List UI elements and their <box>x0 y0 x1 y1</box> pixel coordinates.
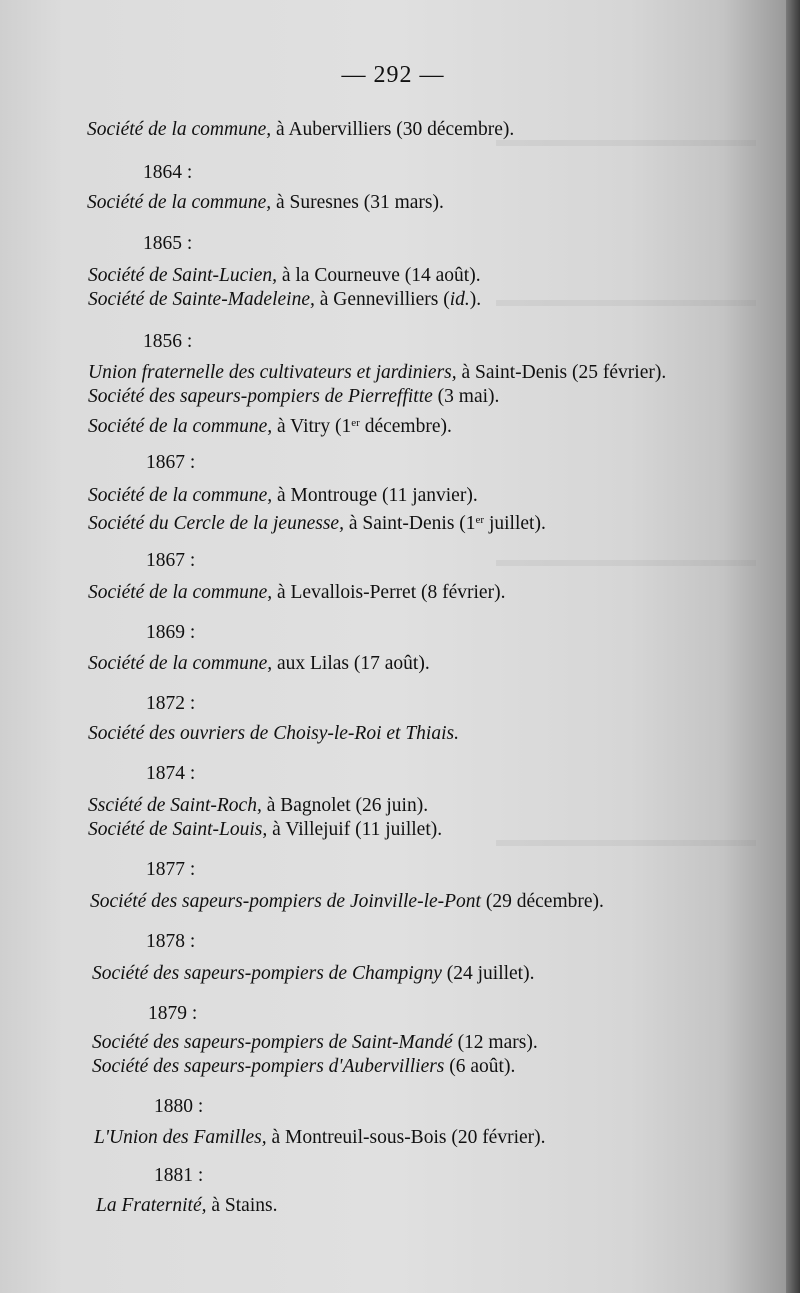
society-name: La Fraternité, <box>96 1195 207 1216</box>
entry-detail: 1881 : <box>154 1165 204 1186</box>
society-entry <box>87 118 514 142</box>
entry-detail: à Bagnolet (26 juin). <box>261 795 429 816</box>
entry-detail: 1867 : <box>146 452 196 473</box>
entry-detail: à la Courneuve (14 août). <box>276 265 481 286</box>
entry-detail: (3 mai). <box>432 386 500 407</box>
society-entry <box>88 581 505 605</box>
bleed-through-text <box>496 140 756 146</box>
page-number: — 292 — <box>341 62 445 88</box>
society-name: Société des ouvriers de Choisy-le-Roi et Thiais. <box>88 723 459 744</box>
year-heading <box>154 1164 203 1188</box>
society-entry <box>92 1055 515 1079</box>
entry-detail: 1877 : <box>146 859 196 880</box>
entry-detail: à Vitry (1 <box>272 416 352 437</box>
society-entry <box>90 890 604 914</box>
society-entry <box>88 411 452 439</box>
entry-detail: 1872 : <box>146 693 196 714</box>
year-heading <box>146 549 195 573</box>
entry-detail: 1856 : <box>143 331 193 352</box>
society-name: Société de la commune, <box>88 653 273 674</box>
entry-detail: aux Lilas (17 août). <box>272 653 430 674</box>
society-name: Société de la commune, <box>88 582 273 603</box>
entry-detail: à Levallois-Perret (8 février). <box>272 582 506 603</box>
society-name: Société de Sainte-Madeleine, <box>88 289 315 310</box>
entry-detail: à Suresnes (31 mars). <box>271 192 444 213</box>
society-entry <box>87 191 444 215</box>
society-entry <box>88 652 430 676</box>
entry-detail: (29 décembre). <box>480 891 604 912</box>
entry-detail: ). <box>469 289 482 310</box>
society-entry <box>92 1031 538 1055</box>
society-name: Société des sapeurs-pompiers d'Aubervilliers <box>92 1056 445 1077</box>
society-name: Société des sapeurs-pompiers de Champigny <box>92 963 442 984</box>
ordinal-suffix: er <box>475 514 485 526</box>
entry-detail: à Saint-Denis (25 février). <box>456 362 667 383</box>
society-name: Société de la commune, <box>87 192 272 213</box>
society-name: Société des sapeurs-pompiers de Joinville-le-Pont <box>90 891 481 912</box>
society-name: Société des sapeurs-pompiers de Pierreffitte <box>88 386 433 407</box>
entry-detail: à Montreuil-sous-Bois (20 février). <box>266 1127 546 1148</box>
year-heading <box>146 930 195 954</box>
society-name: id. <box>449 289 470 310</box>
page-edge-shadow <box>786 0 800 1293</box>
entry-detail: 1864 : <box>143 162 193 183</box>
society-name: Union fraternelle des cultivateurs et jardiniers, <box>88 362 457 383</box>
entry-detail: à Villejuif (11 juillet). <box>267 819 443 840</box>
year-heading <box>146 692 195 716</box>
society-entry <box>88 264 481 288</box>
society-entry <box>96 1194 277 1218</box>
year-heading <box>143 232 192 256</box>
entry-detail: 1865 : <box>143 233 193 254</box>
society-entry <box>88 385 499 409</box>
society-name: Société de la commune, <box>88 416 273 437</box>
entry-detail: à Montrouge (11 janvier). <box>272 485 478 506</box>
entry-detail: 1878 : <box>146 931 196 952</box>
society-entry <box>88 361 666 385</box>
society-name: Société de la commune, <box>87 119 272 140</box>
society-name: L'Union des Familles, <box>94 1127 267 1148</box>
bleed-through-text <box>496 300 756 306</box>
society-entry <box>88 722 459 746</box>
society-name: Société du Cercle de la jeunesse, <box>88 513 344 534</box>
entry-detail: à Stains. <box>206 1195 278 1216</box>
year-heading <box>154 1095 203 1119</box>
entry-detail: (24 juillet). <box>441 963 535 984</box>
entry-detail: juillet). <box>484 513 546 534</box>
ordinal-suffix: er <box>351 417 360 429</box>
entry-detail: 1880 : <box>154 1096 204 1117</box>
year-heading <box>148 1002 197 1026</box>
entry-detail: (6 août). <box>444 1056 516 1077</box>
year-heading <box>146 621 195 645</box>
society-name: Ssciété de Saint-Roch, <box>88 795 262 816</box>
entry-detail: 1874 : <box>146 763 196 784</box>
entry-detail: à Gennevilliers ( <box>314 289 450 310</box>
society-entry <box>94 1126 546 1150</box>
society-entry <box>88 818 442 842</box>
entry-detail: (12 mars). <box>452 1032 538 1053</box>
entry-detail: à Saint-Denis (1 <box>343 513 476 534</box>
year-heading <box>146 451 195 475</box>
society-name: Société des sapeurs-pompiers de Saint-Mandé <box>92 1032 453 1053</box>
society-name: Société de Saint-Louis, <box>88 819 268 840</box>
year-heading <box>146 858 195 882</box>
entry-detail: 1867 : <box>146 550 196 571</box>
society-name: Société de Saint-Lucien, <box>88 265 277 286</box>
year-heading <box>143 161 192 185</box>
bleed-through-text <box>496 840 756 846</box>
society-entry <box>88 508 546 536</box>
entry-detail: 1879 : <box>148 1003 198 1024</box>
year-heading <box>143 330 192 354</box>
entry-detail: décembre). <box>359 416 452 437</box>
society-entry <box>88 484 478 508</box>
society-name: Société de la commune, <box>88 485 273 506</box>
society-entry <box>92 962 534 986</box>
entry-detail: 1869 : <box>146 622 196 643</box>
society-entry <box>88 794 428 818</box>
entry-detail: à Aubervilliers (30 décembre). <box>271 119 515 140</box>
society-entry <box>88 288 481 312</box>
bleed-through-text <box>496 560 756 566</box>
year-heading <box>146 762 195 786</box>
